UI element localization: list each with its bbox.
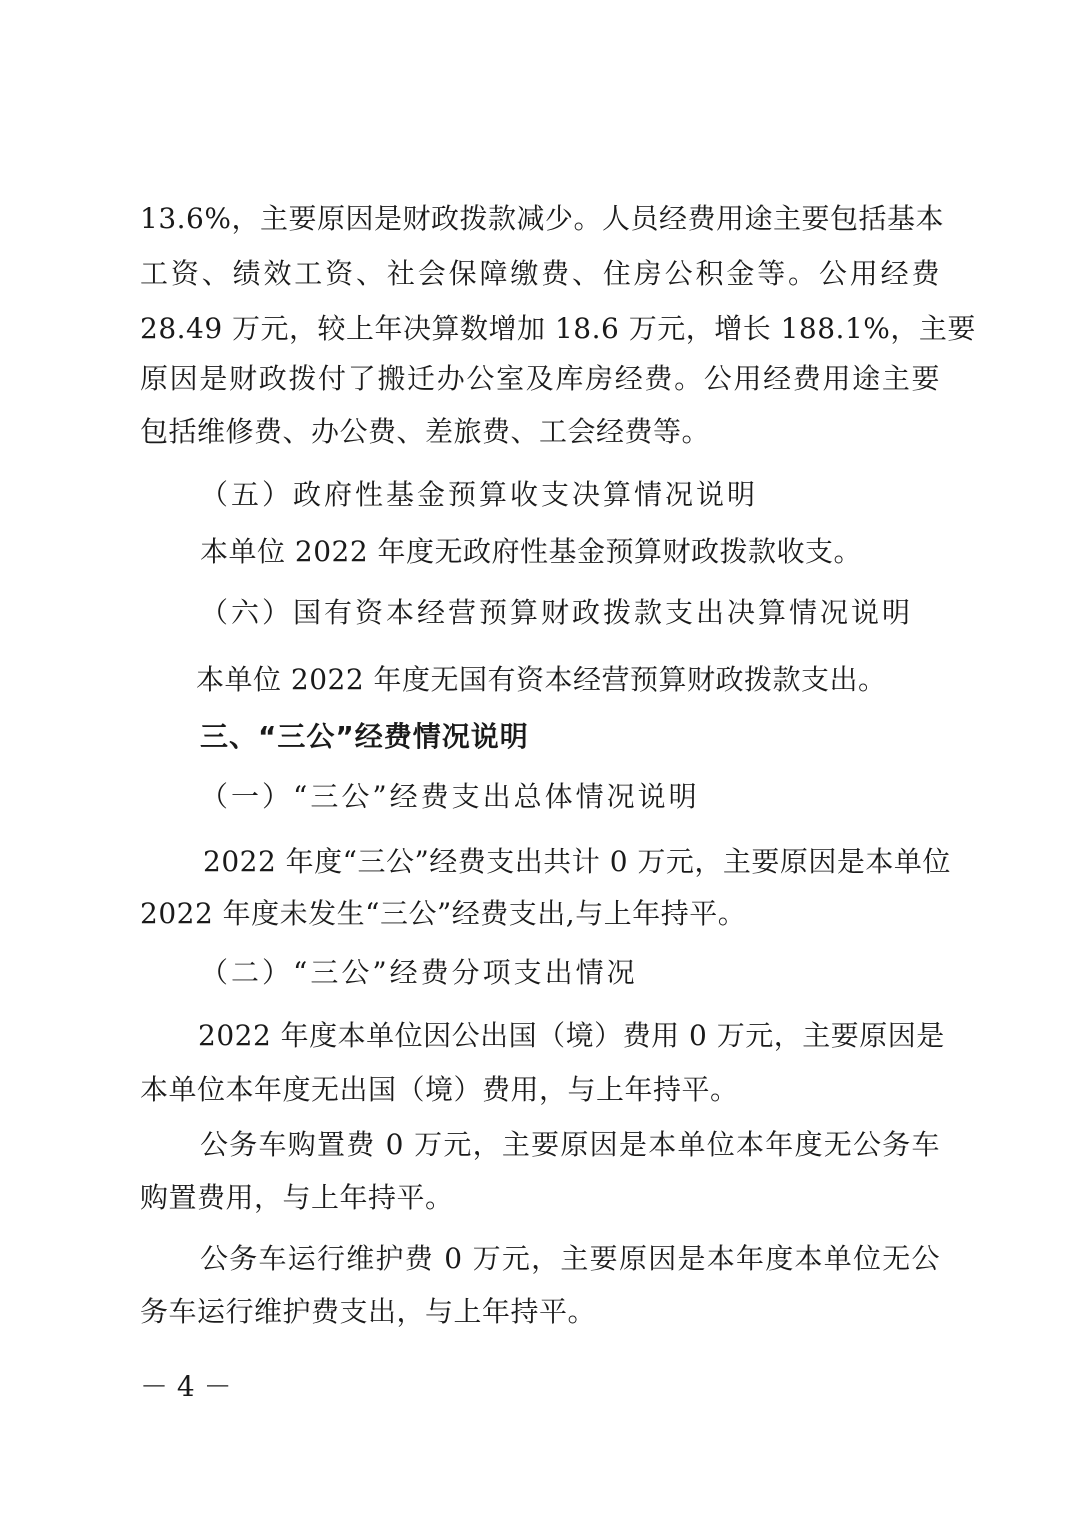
paragraph-line: 2022 年度本单位因公出国（境）费用 0 万元，主要原因是 — [198, 1019, 945, 1052]
paragraph-line: 本单位本年度无出国（境）费用，与上年持平。 — [140, 1073, 739, 1106]
paragraph-line: 务车运行维护费支出，与上年持平。 — [140, 1295, 597, 1328]
page-number: － 4 － — [140, 1370, 232, 1403]
section-heading-2: （二）“三公”经费分项支出情况 — [200, 956, 638, 989]
section-heading-1: （一）“三公”经费支出总体情况说明 — [200, 780, 700, 813]
paragraph-line: 包括维修费、办公费、差旅费、工会经费等。 — [140, 415, 711, 448]
paragraph-line: 13.6%，主要原因是财政拨款减少。人员经费用途主要包括基本 — [140, 202, 944, 235]
paragraph-line: 公务车购置费 0 万元，主要原因是本单位本年度无公务车 — [200, 1128, 940, 1161]
paragraph-line: 公务车运行维护费 0 万元，主要原因是本年度本单位无公 — [200, 1242, 940, 1275]
paragraph-line: 本单位 2022 年度无政府性基金预算财政拨款收支。 — [200, 535, 863, 568]
paragraph-line: 工资、绩效工资、社会保障缴费、住房公积金等。公用经费 — [140, 257, 940, 290]
paragraph-line: 2022 年度未发生“三公”经费支出,与上年持平。 — [140, 897, 747, 930]
chapter-heading-3: 三、“三公”经费情况说明 — [200, 720, 529, 753]
paragraph-line: 28.49 万元，较上年决算数增加 18.6 万元，增长 188.1%，主要 — [140, 312, 976, 345]
paragraph-line: 购置费用，与上年持平。 — [140, 1181, 454, 1214]
section-heading-5: （五）政府性基金预算收支决算情况说明 — [200, 478, 759, 511]
paragraph-line: 原因是财政拨付了搬迁办公室及库房经费。公用经费用途主要 — [140, 362, 940, 395]
paragraph-line: 2022 年度“三公”经费支出共计 0 万元，主要原因是本单位 — [203, 845, 951, 878]
section-heading-6: （六）国有资本经营预算财政拨款支出决算情况说明 — [200, 596, 914, 629]
paragraph-line: 本单位 2022 年度无国有资本经营预算财政拨款支出。 — [196, 663, 887, 696]
